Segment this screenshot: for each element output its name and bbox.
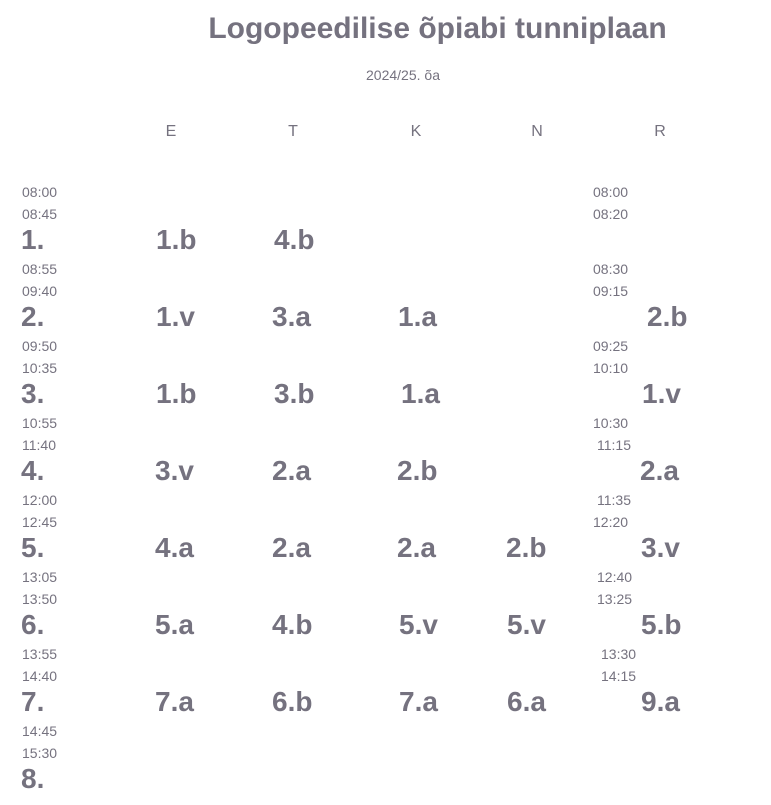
class-cell: 5.v <box>507 609 546 640</box>
right-time: 08:30 <box>593 261 629 277</box>
class-cell: 5.v <box>399 609 438 640</box>
right-time: 09:25 <box>593 338 629 354</box>
left-time: 09:40 <box>22 283 58 299</box>
class-cell: 6.a <box>507 686 546 717</box>
right-time: 08:20 <box>593 206 629 222</box>
right-time: 13:25 <box>597 591 633 607</box>
period-number: 5. <box>21 532 45 563</box>
class-cell: 2.a <box>272 455 311 486</box>
class-cell: 2.a <box>397 532 436 563</box>
school-year: 2024/25. õa <box>366 67 440 83</box>
class-cell: 7.a <box>155 686 194 717</box>
period-number: 4. <box>21 455 45 486</box>
class-cell: 4.b <box>274 224 315 255</box>
left-time: 14:40 <box>22 668 58 684</box>
class-cell: 2.b <box>647 301 688 332</box>
class-cell: 2.a <box>272 532 311 563</box>
left-time: 10:55 <box>22 415 58 431</box>
period-number: 6. <box>21 609 45 640</box>
class-cell: 2.b <box>506 532 547 563</box>
day-header-k: K <box>410 123 422 140</box>
class-cell: 1.a <box>398 301 437 332</box>
left-time: 14:45 <box>22 723 58 739</box>
class-cell: 6.b <box>272 686 313 717</box>
right-time: 10:10 <box>593 360 629 376</box>
period-number: 1. <box>21 224 45 255</box>
left-time: 12:00 <box>22 492 58 508</box>
day-header-r: R <box>654 123 666 140</box>
class-cell: 1.b <box>156 224 197 255</box>
day-header-e: E <box>165 123 177 140</box>
period-number: 7. <box>21 686 45 717</box>
class-cell: 9.a <box>641 686 680 717</box>
period-number: 8. <box>21 763 45 794</box>
class-cell: 3.v <box>155 455 194 486</box>
right-time: 11:15 <box>597 437 631 453</box>
class-cell: 4.a <box>155 532 194 563</box>
class-cell: 2.b <box>397 455 438 486</box>
left-time: 08:45 <box>22 206 58 222</box>
left-time: 15:30 <box>22 745 58 761</box>
right-time: 13:30 <box>601 646 637 662</box>
left-time: 12:45 <box>22 514 58 530</box>
day-header-t: T <box>288 123 298 140</box>
left-time: 08:00 <box>22 184 58 200</box>
class-cell: 2.a <box>640 455 679 486</box>
class-cell: 1.v <box>156 301 195 332</box>
right-time: 14:15 <box>601 668 637 684</box>
left-time: 10:35 <box>22 360 58 376</box>
right-time: 12:20 <box>593 514 629 530</box>
left-time: 13:50 <box>22 591 58 607</box>
period-number: 3. <box>21 378 45 409</box>
class-cell: 3.a <box>272 301 311 332</box>
day-header-n: N <box>531 123 543 140</box>
right-time: 08:00 <box>593 184 629 200</box>
left-time: 09:50 <box>22 338 58 354</box>
left-time: 11:40 <box>22 437 56 453</box>
class-cell: 5.b <box>641 609 682 640</box>
page-title: Logopeedilise õpiabi tunniplaan <box>208 12 667 45</box>
class-cell: 4.b <box>272 609 313 640</box>
class-cell: 3.v <box>641 532 680 563</box>
class-cell: 3.b <box>274 378 315 409</box>
class-cell: 1.v <box>642 378 681 409</box>
class-cell: 1.b <box>156 378 197 409</box>
right-time: 10:30 <box>593 415 629 431</box>
class-cell: 1.a <box>401 378 440 409</box>
right-time: 12:40 <box>597 569 633 585</box>
class-cell: 5.a <box>155 609 194 640</box>
left-time: 13:55 <box>22 646 58 662</box>
right-time: 11:35 <box>597 492 631 508</box>
left-time: 08:55 <box>22 261 58 277</box>
right-time: 09:15 <box>593 283 629 299</box>
class-cell: 7.a <box>399 686 438 717</box>
period-number: 2. <box>21 301 45 332</box>
left-time: 13:05 <box>22 569 58 585</box>
